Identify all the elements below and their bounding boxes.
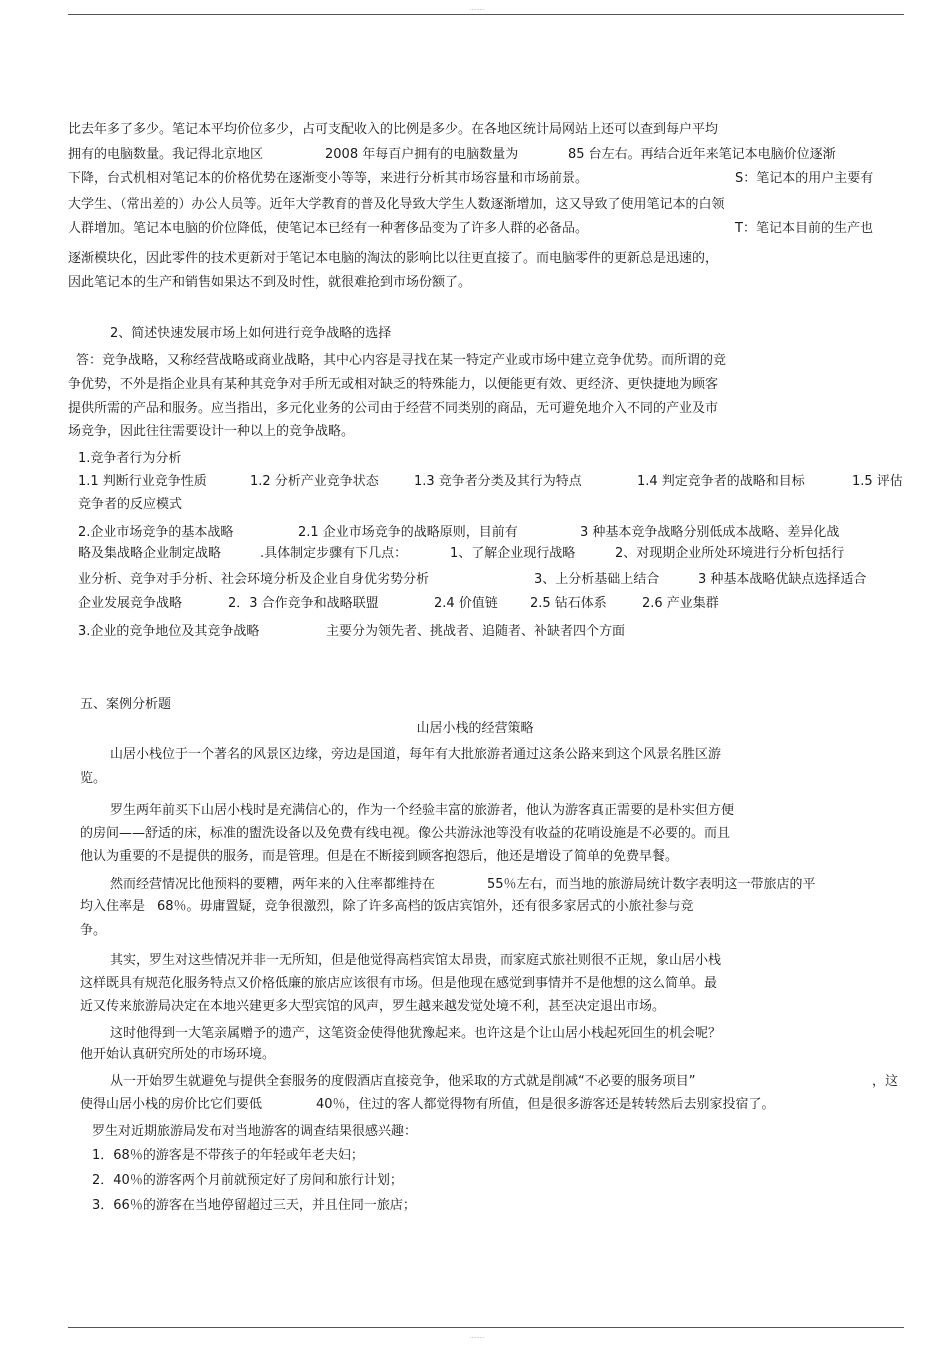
list-item: 1．68％的游客是不带孩子的年轻或年老夫妇；	[92, 1148, 364, 1163]
text-line: 1.1 判断行业竞争性质	[78, 474, 207, 489]
text-line: 近又传来旅游局决定在本地兴建更多大型宾馆的风声，罗生越来越发觉处境不利，甚至决定退出市场。	[80, 999, 666, 1014]
text-line: 3 种基本竞争战略分别低成本战略、差异化战	[580, 525, 840, 540]
text-line: 2.1 企业市场竞争的战略原则，目前有	[298, 525, 518, 540]
text-line: 2．3 合作竞争和战略联盟	[228, 596, 379, 611]
text-line: 1、了解企业现行战略	[450, 546, 576, 561]
question-heading: 2、简述快速发展市场上如何进行竞争战略的选择	[110, 326, 392, 341]
text-line: 人群增加。笔记本电脑的价位降低，使笔记本已经有一种奢侈品变为了许多人群的必备品。	[68, 221, 589, 236]
text-line: 览。	[80, 771, 107, 786]
text-line: 罗生对近期旅游局发布对当地游客的调查结果很感兴趣：	[92, 1124, 418, 1139]
footer-dots: .........	[470, 1334, 485, 1340]
text-line: 3、上分析基础上结合	[534, 572, 660, 587]
header-rule	[68, 14, 904, 15]
text-line: 场竞争，因此往往需要设计一种以上的竞争战略。	[68, 424, 355, 439]
text-line: 大学生、（常出差的）办公人员等。近年大学教育的普及化导致大学生人数逐渐增加，这又导致了使用笔记本的白领	[68, 197, 725, 212]
text-line: 从一开始罗生就避免与提供全套服务的度假酒店直接竞争，他采取的方式就是削减“不必要的服务项目”	[110, 1074, 696, 1089]
text-line: 提供所需的产品和服务。应当指出，多元化业务的公司由于经营不同类别的商品，无可避免地介入不同的产业及市	[68, 401, 719, 416]
text-line: 1.3 竞争者分类及其行为特点	[414, 474, 582, 489]
text-line: .具体制定步骤有下几点：	[260, 546, 408, 561]
text-line: 拥有的电脑数量。我记得北京地区	[68, 147, 264, 162]
text-line: T：笔记本目前的生产也	[735, 221, 873, 236]
text-line: 业分析、竞争对手分析、社会环境分析及企业自身优劣势分析	[78, 572, 430, 587]
text-line: 答：竞争战略，又称经营战略或商业战略，其中心内容是寻找在某一特定产业或市场中建立竞争优势。而所谓的竞	[76, 353, 727, 368]
text-line: 1.4 判定竞争者的战略和目标	[637, 474, 805, 489]
text-line: 2008 年每百户拥有的电脑数量为	[325, 147, 519, 162]
list-item: 3．66％的游客在当地停留超过三天，并且住同一旅店；	[92, 1198, 416, 1213]
text-line: 下降，台式机相对笔记本的价格优势在逐渐变小等等，来进行分析其市场容量和市场前景。	[68, 171, 589, 186]
text-line: 68％。毋庸置疑，竞争很激烈，除了许多高档的饭店宾馆外，还有很多家居式的小旅社参与竞	[157, 899, 694, 914]
text-line: 竞争者的反应模式	[78, 497, 183, 512]
text-line: 2、对现期企业所处环境进行分析包括行	[615, 546, 845, 561]
text-line: 1.2 分析产业竞争状态	[250, 474, 379, 489]
text-line: 争。	[80, 923, 107, 938]
text-line: 争优势，不外是指企业具有某种其竞争对手所无或相对缺乏的特殊能力，以便能更有效、更经济、更快捷地为顾客	[68, 377, 719, 392]
text-line: 然而经营情况比他预料的要糟，两年来的入住率都维持在	[110, 877, 436, 892]
section-title: 五、案例分析题	[80, 697, 172, 712]
text-line: 均入住率是	[80, 899, 146, 914]
text-line: 2.4 价值链	[434, 596, 498, 611]
list-item: 2．40％的游客两个月前就预定好了房间和旅行计划；	[92, 1173, 403, 1188]
text-line: 比去年多了多少。笔记本平均价位多少，占可支配收入的比例是多少。在各地区统计局网站上还可以查到每户平均	[68, 122, 719, 137]
text-line: ，这	[872, 1074, 899, 1089]
text-line: 他开始认真研究所处的市场环境。	[80, 1047, 276, 1062]
text-line: 2.5 钻石体系	[530, 596, 607, 611]
section-heading: 3.企业的竞争地位及其竞争战略	[78, 624, 260, 639]
section-heading: 1.竞争者行为分析	[78, 451, 182, 466]
text-line: 40％，住过的客人都觉得物有所值，但是很多游客还是转转然后去别家投宿了。	[316, 1097, 775, 1112]
text-line: 其实，罗生对这些情况并非一无所知，但是他觉得高档宾馆太昂贵，而家庭式旅社则很不正规，象山居小栈	[110, 953, 722, 968]
text-line: 罗生两年前买下山居小栈时是充满信心的，作为一个经验丰富的旅游者，他认为游客真正需要的是朴实但方便	[110, 803, 735, 818]
text-line: 因此笔记本的生产和销售如果达不到及时性，就很难抢到市场份额了。	[68, 275, 472, 290]
footer-rule	[68, 1327, 904, 1328]
text-line: 逐渐模块化，因此零件的技术更新对于笔记本电脑的淘汰的影响比以往更直接了。而电脑零件的更新总是迅速的，	[68, 251, 719, 266]
text-line: 他认为重要的不是提供的服务，而是管理。但是在不断接到顾客抱怨后，他还是增设了简单的免费早餐。	[80, 849, 679, 864]
text-line: 这样既具有规范化服务特点又价格低廉的旅店应该很有市场。但是他现在感觉到事情并不是他想的这么简单。最	[80, 976, 718, 991]
section-heading: 2.企业市场竞争的基本战略	[78, 525, 234, 540]
text-line: 1.5 评估	[852, 474, 903, 489]
text-line: 使得山居小栈的房价比它们要低	[80, 1097, 263, 1112]
text-line: 这时他得到一大笔亲属赠予的遗产，这笔资金使得他犹豫起来。也许这是个让山居小栈起死回生的机会呢？	[110, 1026, 722, 1041]
text-line: 的房间——舒适的床，标准的盥洗设备以及免费有线电视。像公共游泳池等没有收益的花哨设施是不必要的。而且	[80, 826, 731, 841]
text-line: 主要分为领先者、挑战者、追随者、补缺者四个方面	[326, 624, 626, 639]
text-line: 3 种基本战略优缺点选择适合	[698, 572, 867, 587]
text-line: 55％左右，而当地的旅游局统计数字表明这一带旅店的平	[487, 877, 816, 892]
header-dots: .........	[470, 6, 485, 12]
text-line: 85 台左右。再结合近年来笔记本电脑价位逐渐	[568, 147, 836, 162]
text-line: 略及集战略企业制定战略	[78, 546, 222, 561]
text-line: S：笔记本的用户主要有	[735, 171, 874, 186]
text-line: 企业发展竞争战略	[78, 596, 183, 611]
text-line: 山居小栈位于一个著名的风景区边缘，旁边是国道，每年有大批旅游者通过这条公路来到这个风景名胜区游	[110, 747, 722, 762]
case-title: 山居小栈的经营策略	[416, 721, 534, 736]
text-line: 2.6 产业集群	[642, 596, 719, 611]
